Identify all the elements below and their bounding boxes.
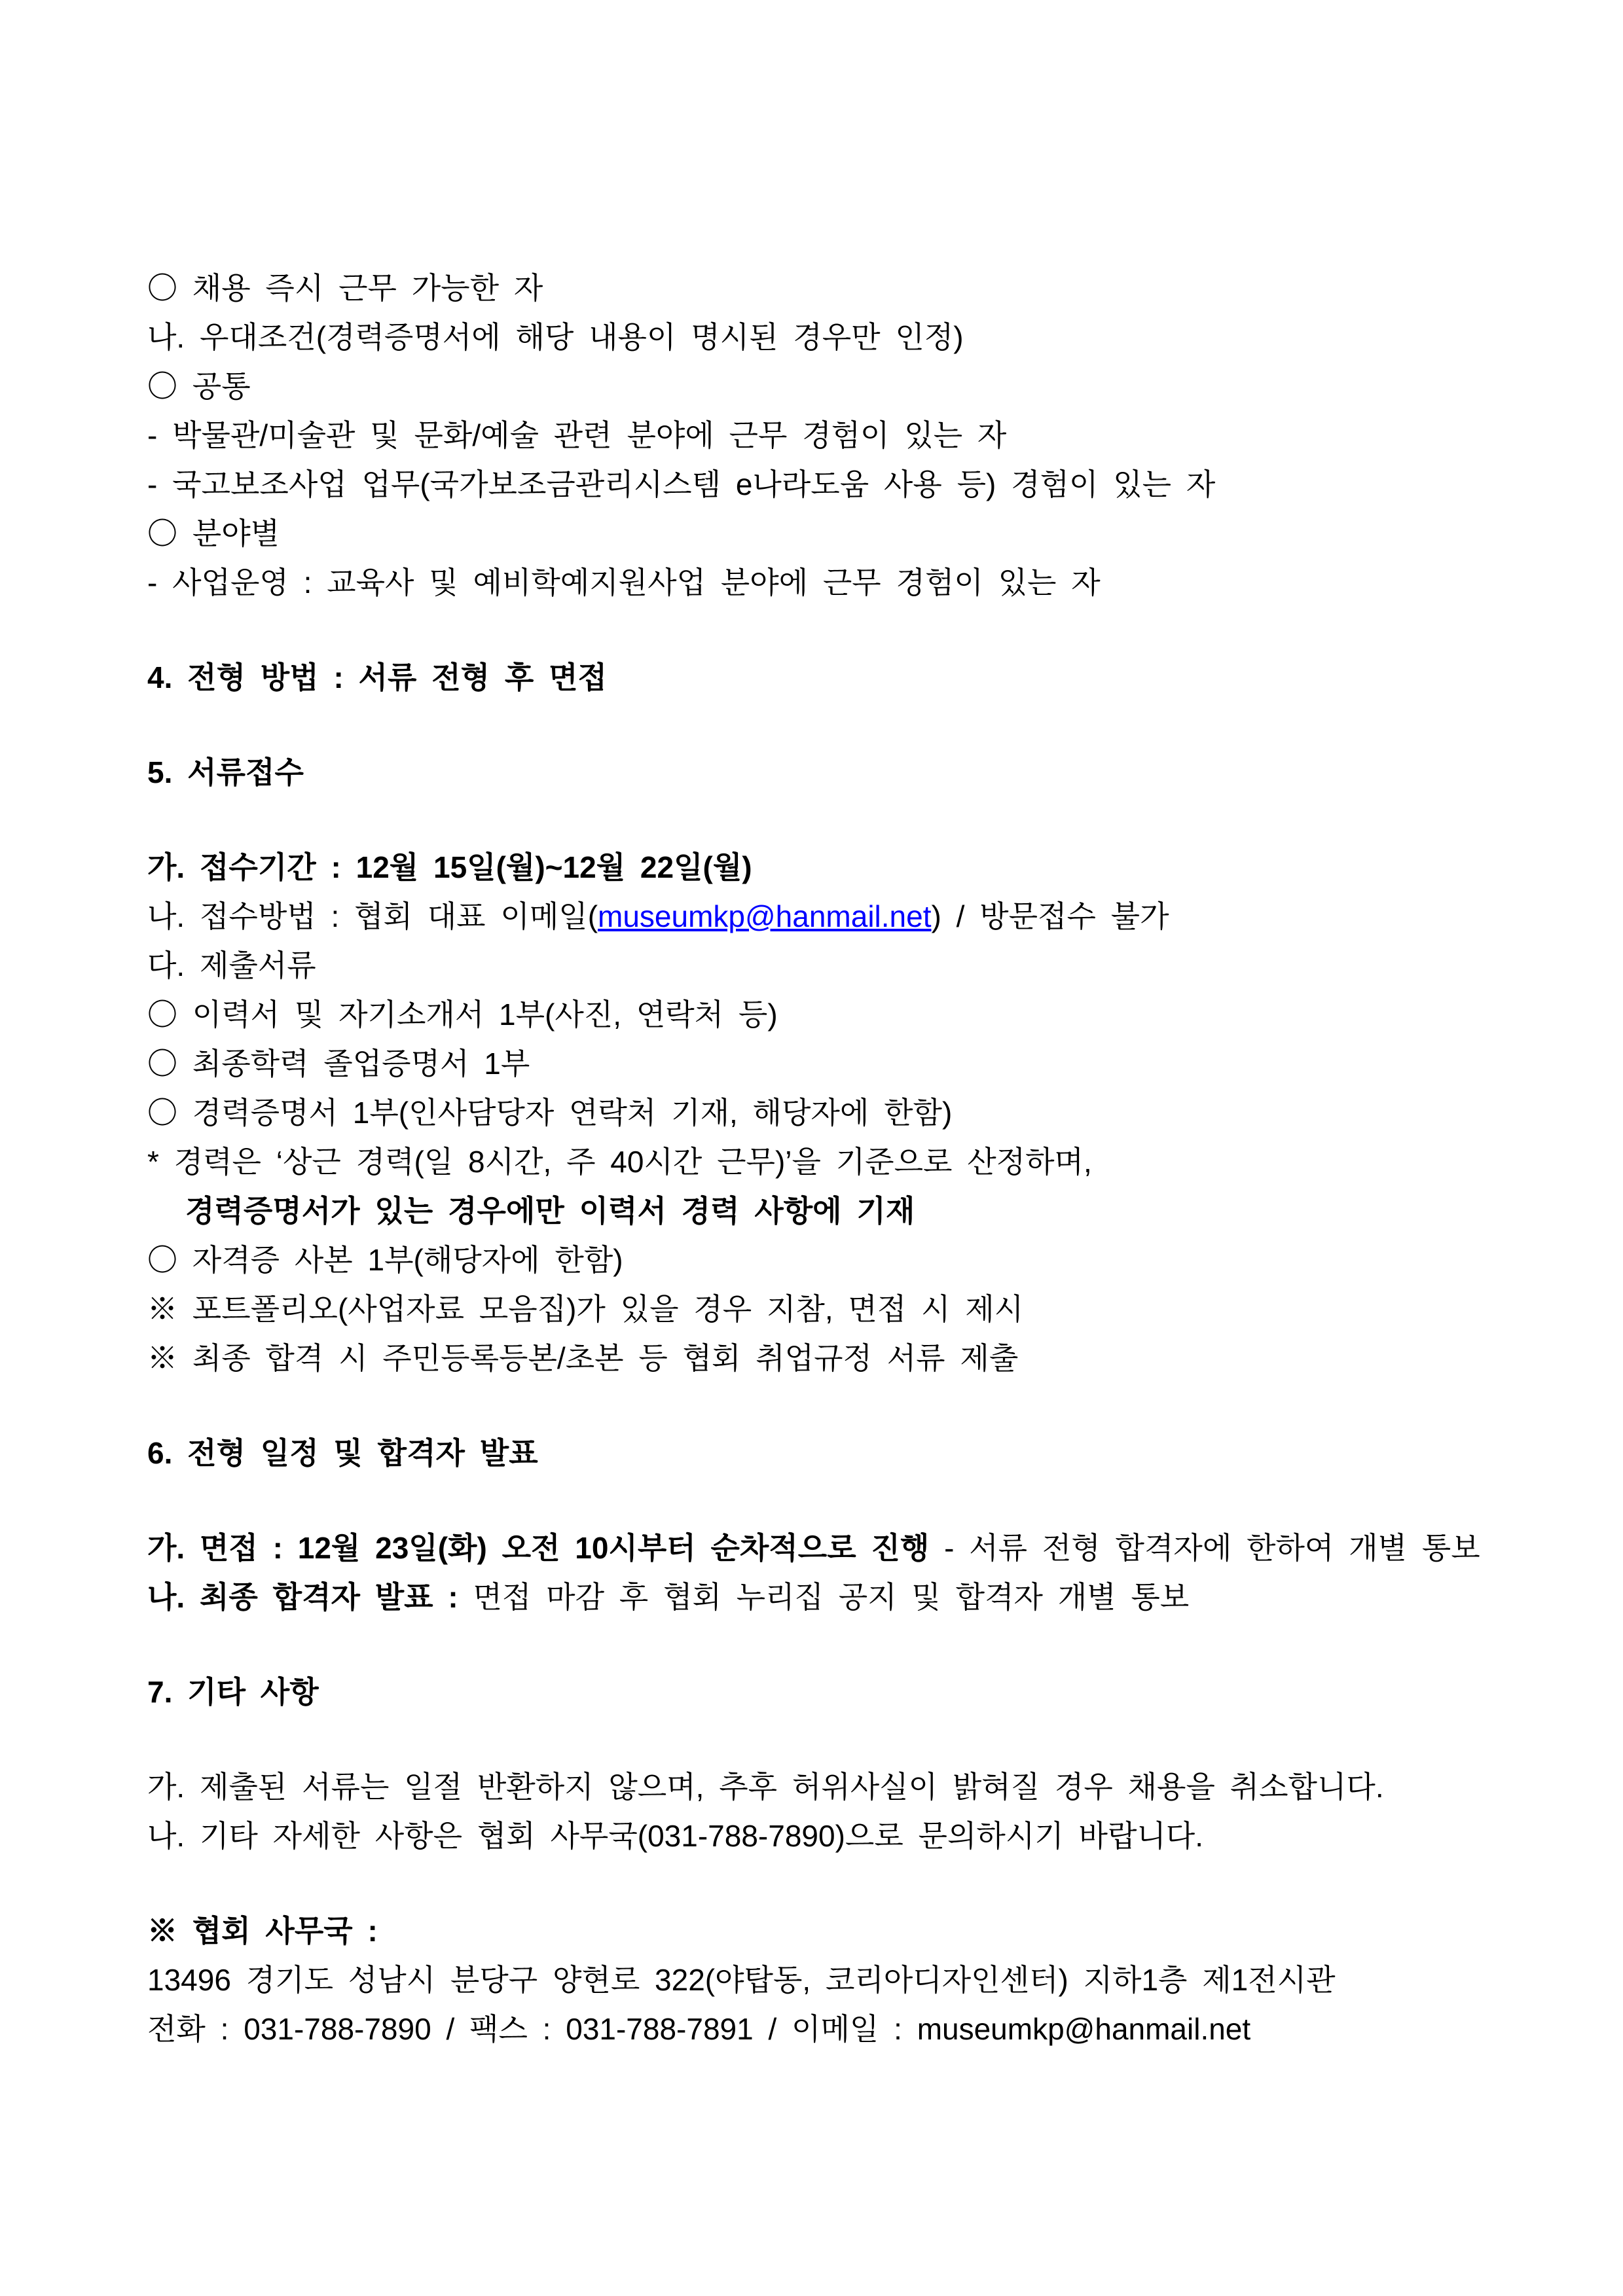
text-segment: 나. 기타 자세한 사항은 협회 사무국(031-788-7890)으로 문의하시기 바랍니다.: [147, 1819, 1204, 1853]
line-application-method: [147, 892, 1492, 941]
text-segment: ※ 최종 합격 시 주민등록등본/초본 등 협회 취업규정 서류 제출: [147, 1341, 1019, 1375]
line-section-5-heading: [147, 748, 1492, 797]
line-career-certificate: [147, 1088, 1492, 1138]
text-segment: 6. 전형 일정 및 합격자 발표: [147, 1436, 538, 1470]
email-link[interactable]: museumkp@hanmail.net: [598, 899, 932, 933]
line-final-pass-note: [147, 1334, 1492, 1383]
line-section-6-heading: [147, 1429, 1492, 1478]
text-segment: - 박물관/미술관 및 문화/예술 관련 분야에 근무 경험이 있는 자: [147, 418, 1007, 452]
line-diploma: [147, 1039, 1492, 1088]
text-segment: 나. 우대조건(경력증명서에 해당 내용이 명시된 경우만 인정): [147, 320, 964, 354]
text-segment: 〇 이력서 및 자기소개서 1부(사진, 연락처 등): [147, 997, 778, 1031]
line-office-contact: [147, 2005, 1492, 2054]
line-final-announcement: [147, 1573, 1492, 1622]
text-segment: 7. 기타 사항: [147, 1675, 319, 1709]
line-office-address: [147, 1956, 1492, 2005]
text-segment: 가. 접수기간 : 12월 15일(월)~12월 22일(월): [147, 850, 752, 884]
line-portfolio-note: [147, 1285, 1492, 1334]
line-common: [147, 362, 1492, 411]
text-segment: 다. 제출서류: [147, 948, 316, 982]
line-section-7-heading: [147, 1668, 1492, 1717]
text-segment: - 국고보조사업 업무(국가보조금관리시스템 e나라도움 사용 등) 경험이 있는 자: [147, 467, 1216, 501]
text-segment: 〇 공통: [147, 369, 251, 403]
line-preferred-conditions: [147, 313, 1492, 362]
text-segment: 면접 마감 후 협회 누리집 공지 및 합격자 개별 통보: [458, 1580, 1190, 1614]
text-segment: 나. 최종 합격자 발표 :: [147, 1580, 458, 1614]
line-etc-return: [147, 1763, 1492, 1812]
line-interview-schedule: [147, 1524, 1492, 1573]
text-segment: - 서류 전형 합격자에 한하여 개별 통보: [929, 1531, 1480, 1565]
text-segment: 13496 경기도 성남시 분당구 양현로 322(야탑동, 코리아디자인센터) 지하1층 제1전시관: [147, 1963, 1336, 1997]
line-hire-immediate: [147, 264, 1492, 313]
line-application-period: [147, 843, 1492, 892]
text-segment: 〇 최종학력 졸업증명서 1부: [147, 1047, 530, 1081]
text-segment: ) / 방문접수 불가: [931, 899, 1169, 933]
line-museum-experience: [147, 411, 1492, 460]
paragraph-spacer: [147, 1861, 1492, 1907]
paragraph-spacer: [147, 797, 1492, 843]
paragraph-spacer: [147, 1383, 1492, 1429]
text-segment: 〇 채용 즉시 근무 가능한 자: [147, 271, 543, 305]
text-segment: - 사업운영 : 교육사 및 예비학예지원사업 분야에 근무 경험이 있는 자: [147, 565, 1101, 600]
line-by-field: [147, 509, 1492, 558]
text-segment: 가. 제출된 서류는 일절 반환하지 않으며, 추후 허위사실이 밝혀질 경우 채용을 취소합니다.: [147, 1770, 1384, 1804]
text-segment: 4. 전형 방법 : 서류 전형 후 면접: [147, 660, 607, 694]
line-submission-documents: [147, 941, 1492, 990]
text-segment: 나. 접수방법 : 협회 대표 이메일(: [147, 899, 598, 933]
text-segment: 전화 : 031-788-7890 / 팩스 : 031-788-7891 / 이메일 : museumkp@hanmail.net: [147, 2012, 1251, 2046]
paragraph-spacer: [147, 1622, 1492, 1668]
line-career-note-1: [147, 1138, 1492, 1187]
paragraph-spacer: [147, 607, 1492, 653]
line-subsidy-experience: [147, 460, 1492, 509]
text-segment: * 경력은 ‘상근 경력(일 8시간, 주 40시간 근무)’을 기준으로 산정하며,: [147, 1145, 1092, 1179]
text-segment: 〇 분야별: [147, 516, 280, 550]
text-segment: 경력증명서가 있는 경우에만 이력서 경력 사항에 기재: [185, 1194, 915, 1228]
paragraph-spacer: [147, 1717, 1492, 1763]
line-career-note-2: [147, 1187, 1492, 1236]
line-license-copy: [147, 1236, 1492, 1285]
line-business-operation: [147, 558, 1492, 607]
text-segment: ※ 포트폴리오(사업자료 모음집)가 있을 경우 지참, 면접 시 제시: [147, 1292, 1024, 1326]
line-office-heading: [147, 1907, 1492, 1956]
paragraph-spacer: [147, 1478, 1492, 1524]
text-segment: ※ 협회 사무국 :: [147, 1914, 378, 1948]
document-body: [147, 264, 1492, 2054]
text-segment: 가. 면접 : 12월 23일(화) 오전 10시부터 순차적으로 진행: [147, 1531, 930, 1565]
line-etc-inquiry: [147, 1812, 1492, 1861]
text-segment: 5. 서류접수: [147, 755, 304, 789]
paragraph-spacer: [147, 702, 1492, 748]
line-section-4-heading: [147, 653, 1492, 702]
text-segment: 〇 자격증 사본 1부(해당자에 한함): [147, 1243, 623, 1277]
line-resume: [147, 990, 1492, 1039]
text-segment: 〇 경력증명서 1부(인사담당자 연락처 기재, 해당자에 한함): [147, 1096, 953, 1130]
